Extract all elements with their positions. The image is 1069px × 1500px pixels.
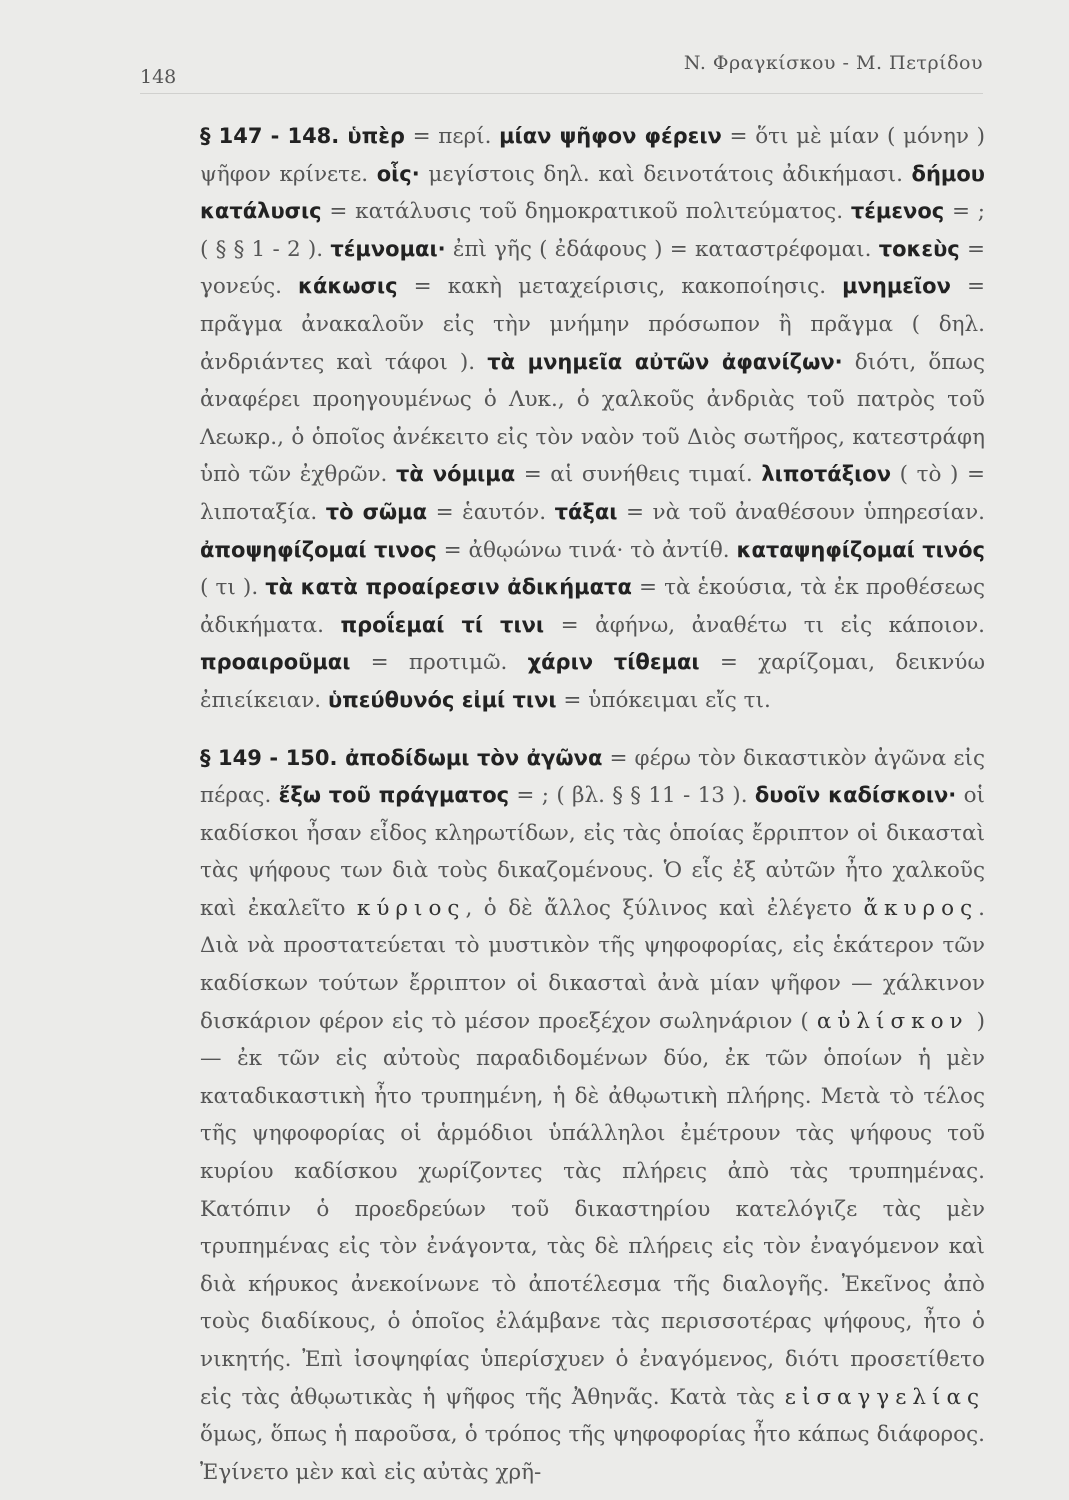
lemma: τὸ σῶμα bbox=[325, 499, 428, 524]
gloss-text: = ; ( βλ. § § 11 - 13 ). bbox=[509, 783, 755, 809]
lemma: λιποτάξιον bbox=[761, 462, 892, 487]
gloss-text: = περί. bbox=[404, 124, 500, 149]
gloss-text: = ἑαυτόν. bbox=[427, 499, 555, 525]
spaced-term: εἰσαγγελίας bbox=[784, 1384, 985, 1410]
spaced-term: αὐλίσκον bbox=[816, 1008, 969, 1034]
gloss-text: = ; ( § § 1 - 2 ). bbox=[200, 199, 985, 262]
gloss-text: οἱ καδίσκοι ἦσαν εἶδος κληρωτίδων, εἰς τὰς ὁποίας ἔρριπτον οἱ δικασταὶ τὰς ψήφους των διὰ τοὺς δικαζομένους. Ὁ εἷς ἐξ αὐτῶν ἦτο χαλκοῦς καὶ ἐκαλεῖτο bbox=[200, 783, 985, 921]
gloss-text: = αἱ συνήθεις τιμαί. bbox=[515, 462, 762, 488]
lemma: τάξαι bbox=[554, 499, 618, 524]
lemma: τέμνομαι· bbox=[330, 236, 446, 261]
gloss-text: = νὰ τοῦ ἀναθέσουν ὑπηρεσίαν. bbox=[617, 499, 985, 525]
lemma: τὰ μνημεῖα αὐτῶν ἀφανίζων· bbox=[487, 349, 843, 374]
gloss-text: μεγίστοις δηλ. καὶ δεινοτάτοις ἀδικήμασι. bbox=[419, 161, 912, 187]
lemma: ἀποψηφίζομαί τινος bbox=[200, 537, 437, 562]
spaced-term: ἄκυρος bbox=[863, 895, 979, 921]
lemma: ὑπὲρ bbox=[347, 124, 405, 148]
lemma: τὰ νόμιμα bbox=[395, 462, 516, 487]
lemma: οἷς· bbox=[376, 161, 420, 186]
gloss-text: = ὑπόκειμαι εἴς τι. bbox=[556, 687, 771, 713]
gloss-text: . Διὰ νὰ προστατεύεται τὸ μυστικὸν τῆς ψηφοφορίας, εἰς ἑκάτερον τῶν καδίσκων τούτων ἔρριπτον οἱ δικασταὶ ἀνὰ μίαν ψῆφον — χάλκινον δισκάριον φέρον εἰς τὸ μέσον προεξέχον σωληνάριον ( bbox=[200, 895, 985, 1034]
gloss-text: ἐπὶ γῆς ( ἐδάφους ) = καταστρέφομαι. bbox=[445, 236, 879, 262]
lemma: ἔξω τοῦ πράγματος bbox=[278, 783, 510, 808]
header-rule bbox=[140, 93, 983, 94]
lemma: προαιροῦμαι bbox=[200, 650, 351, 675]
lemma: τέμενος bbox=[850, 199, 945, 224]
lemma: μίαν ψῆφον φέρειν bbox=[499, 124, 722, 148]
lemma: κάκωσις bbox=[298, 274, 398, 299]
lemma: χάριν τίθεμαι bbox=[527, 650, 700, 675]
gloss-text: = ἀθῳώνω τινά· τὸ ἀντίθ. bbox=[436, 537, 737, 563]
gloss-text: ( τι ). bbox=[200, 575, 266, 601]
commentary-body bbox=[140, 118, 985, 1491]
lemma: τοκεὺς bbox=[878, 236, 960, 261]
lemma: καταψηφίζομαί τινός bbox=[736, 537, 985, 562]
gloss-text: ( τὸ ) = λιποταξία. bbox=[200, 462, 986, 525]
gloss-text: , ὁ δὲ ἄλλος ξύλινος καὶ ἐλέγετο bbox=[465, 895, 864, 921]
lemma: μνημεῖον bbox=[842, 274, 951, 299]
gloss-text: ὅμως, ὅπως ἡ παροῦσα, ὁ τρόπος τῆς ψηφοφορίας ἦτο κάπως διάφορος. Ἐγίνετο μὲν καὶ εἰς αὐτὰς χρῆ- bbox=[200, 1422, 985, 1485]
gloss-text: διότι, ὅπως ἀναφέρει προηγουμένως ὁ Λυκ., ὁ χαλκοῦς ἀνδριὰς τοῦ πατρὸς τοῦ Λεωκρ., ὁ ὁποῖος ἀνέκειτο εἰς τὸν ναὸν τοῦ Διὸς σωτῆρος, κατεστράφη ὑπὸ τῶν ἐχθρῶν. bbox=[200, 349, 986, 488]
page-number: 148 bbox=[140, 66, 177, 88]
lemma: δυοῖν καδίσκοιν· bbox=[754, 783, 957, 808]
lemma: ὑπεύθυνός εἰμί τινι bbox=[327, 687, 557, 712]
gloss-text: = τὰ ἑκούσια, τὰ ἐκ προθέσεως ἀδικήματα. bbox=[200, 575, 985, 638]
gloss-text: = γονεύς. bbox=[200, 236, 986, 300]
spaced-term: κύριος bbox=[356, 895, 466, 921]
running-title: N. Φραγκίσκου - Μ. Πετρίδου bbox=[683, 52, 983, 74]
gloss-text: = κακὴ μεταχείρισις, κακοποίησις. bbox=[397, 274, 843, 300]
gloss-text: = προτιμῶ. bbox=[350, 650, 528, 676]
lemma: δήμου κατάλυσις bbox=[200, 161, 985, 224]
paragraph-149-150 bbox=[140, 740, 985, 1492]
lemma: ἀποδίδωμι τὸν ἀγῶνα bbox=[345, 745, 603, 770]
lemma: § 149 - 150. bbox=[200, 745, 346, 770]
lemma: τὰ κατὰ προαίρεσιν ἀδικήματα bbox=[265, 575, 632, 600]
gloss-text: = χαρίζομαι, δεικνύω ἐπιείκειαν. bbox=[200, 650, 985, 713]
gloss-text: = πρᾶγμα ἀνακαλοῦν εἰς τὴν μνήμην πρόσωπον ἢ πρᾶγμα ( δηλ. ἀνδριάντες καὶ τάφοι ). bbox=[200, 274, 985, 375]
gloss-text: = ἀφήνω, ἀναθέτω τι εἰς κάποιον. bbox=[544, 612, 985, 638]
gloss-text: = ὅτι μὲ μίαν ( μόνην ) ψῆφον κρίνετε. bbox=[200, 124, 985, 187]
gloss-text: ) — ἐκ τῶν εἰς αὐτοὺς παραδιδομένων δύο, ἐκ τῶν ὁποίων ἡ μὲν καταδικαστικὴ ἦτο τρυπημένη, ἡ δὲ ἀθῳωτικὴ πλήρης. Μετὰ τὸ τέλος τῆς ψηφοφορίας οἱ ἁρμόδιοι ὑπάλληλοι ἐμέτρουν τὰς ψήφους τοῦ κυρίου καδίσκου χωρίζοντες τὰς πλήρεις ἀπὸ τὰς τρυπημένας. Κατόπιν ὁ προεδρεύων τοῦ δικαστηρίου κατελόγιζε τὰς μὲν τρυπημένας εἰς τὸν ἐνάγοντα, τὰς δὲ πλήρεις εἰς τὸν ἐναγόμενον καὶ διὰ κήρυκος ἀνεκοίνωνε τὸ ἀποτέλεσμα τῆς διαλογῆς. Ἐκεῖνος ἀπὸ τοὺς διαδίκους, ὁ ὁποῖος ἐλάμβανε τὰς περισσοτέρας ψήφους, ἦτο ὁ νικητής. Ἐπὶ ἰσοψηφίας ὑπερίσχυεν ὁ ἐναγόμενος, διότι προσετίθετο εἰς τὰς ἀθῳωτικὰς ἡ ψῆφος τῆς Ἀθηνᾶς. Κατὰ τὰς bbox=[200, 1008, 985, 1410]
gloss-text: = φέρω τὸν δικαστικὸν ἀγῶνα εἰς πέρας. bbox=[200, 745, 985, 809]
gloss-text: = κατάλυσις τοῦ δημοκρατικοῦ πολιτεύματος. bbox=[321, 199, 851, 225]
paragraph-147-148 bbox=[140, 118, 985, 720]
lemma: προΐεμαί τί τινι bbox=[340, 612, 545, 637]
lemma: § 147 - 148. bbox=[200, 124, 348, 148]
